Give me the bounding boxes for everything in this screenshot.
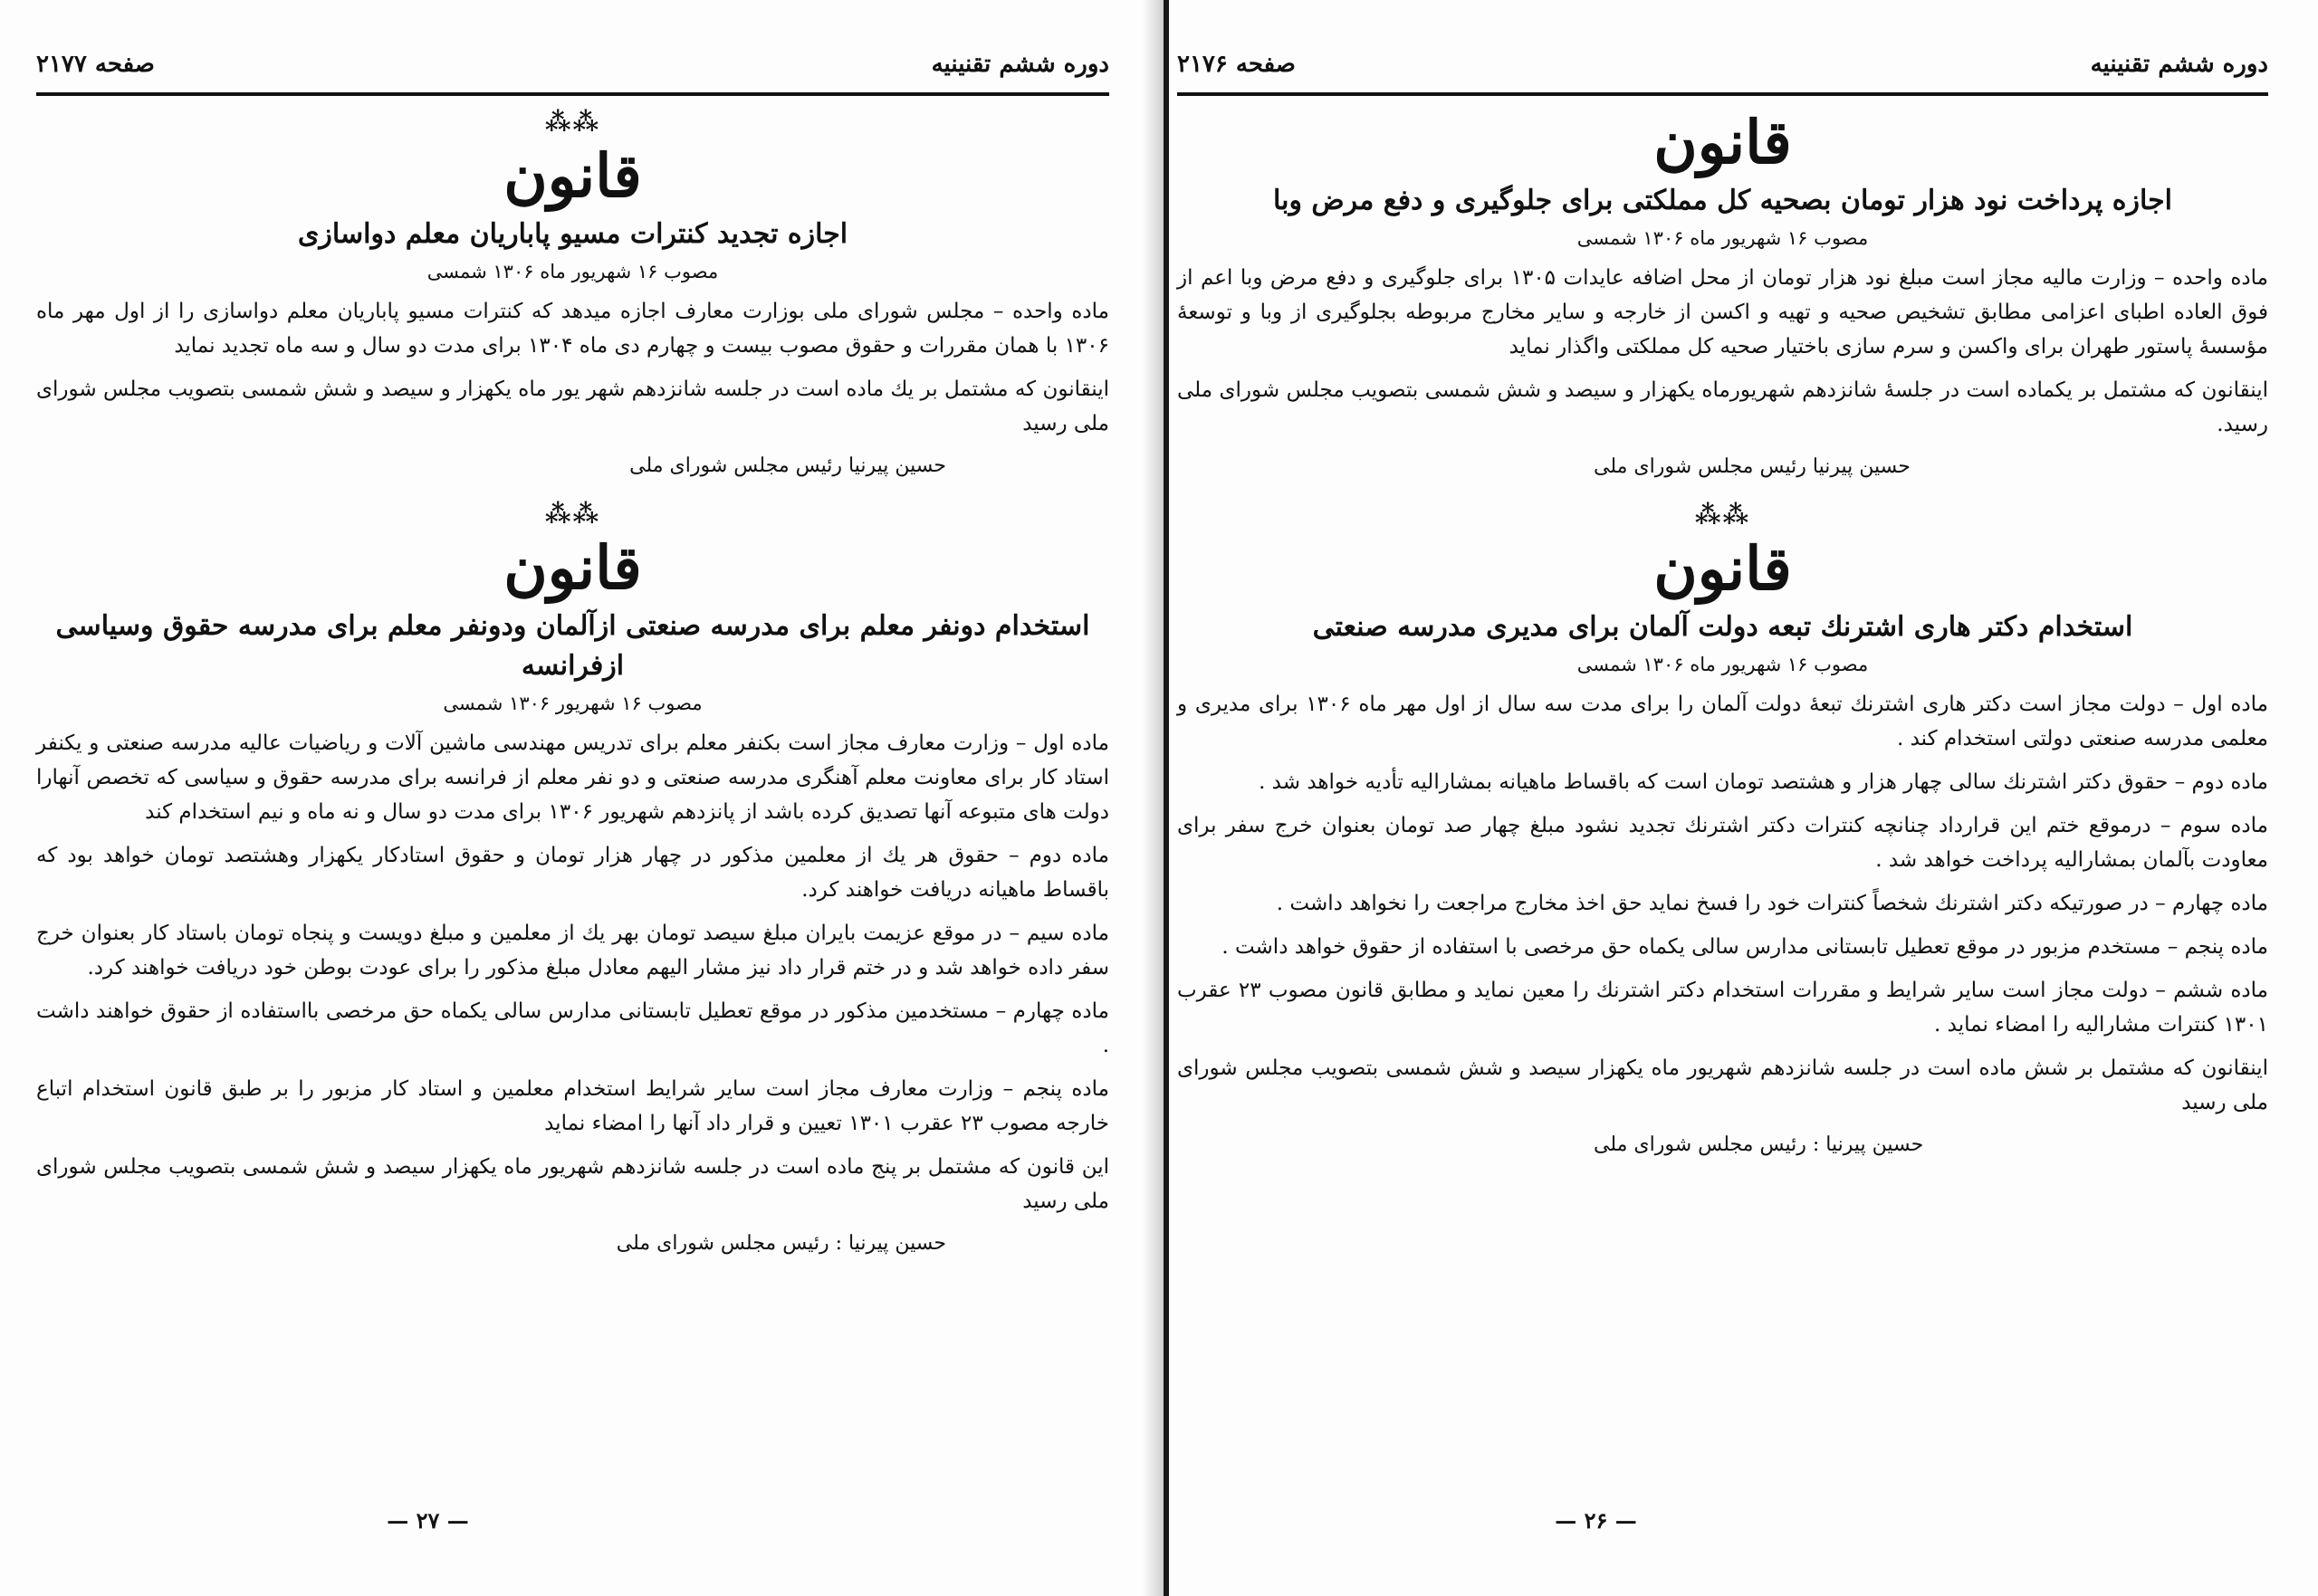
approval-date: مصوب ۱۶ شهریور ماه ۱۳۰۶ شمسی xyxy=(1576,227,1869,249)
left-page xyxy=(36,0,1109,1596)
law-title: اجازه تجدید کنترات مسیو پاباریان معلم دواسازی xyxy=(297,218,848,250)
law-heading: قانون xyxy=(1653,107,1792,177)
law-block xyxy=(1177,107,2268,483)
law-title: اجازه پرداخت نود هزار تومان بصحیه کل مملکتی برای جلوگیری و دفع مرض وبا xyxy=(1272,185,2173,216)
article-paragraph: ماده چهارم – در صورتیکه دکتر اشترنك شخصاً کنترات خود را فسخ نماید حق اخذ مخارج مراجعت را نخواهد داشت . xyxy=(1276,892,2268,915)
running-head xyxy=(36,47,1109,83)
law-heading: قانون xyxy=(1653,533,1792,604)
page-footer-number: — ۲۷ — xyxy=(387,1507,469,1534)
article-paragraph: ماده ششم – دولت مجاز است سایر شرایط و مقررات استخدام دکتر اشترنك را معین نماید و مطابق قانون مصوب ۲۳ عقرب ۱۳۰۱ کنترات مشارالیه را امضاء نماید . xyxy=(1177,979,2268,1037)
article-paragraph: ماده اول – دولت مجاز است دکتر هاری اشترنك تبعهٔ دولت آلمان را برای مدت سه سال از اول مهر ماه ۱۳۰۶ برای مدیری و معلمی مدرسه صنعتی دولتی استخدام کند . xyxy=(1177,693,2269,750)
right-page xyxy=(1177,0,2268,1596)
article-paragraph: اینقانون که مشتمل بر یك ماده است در جلسه شانزدهم شهر یور ماه یکهزار و سیصد و شش شمسی بتصویب مجلس شورای ملی رسید xyxy=(36,377,1109,435)
article-paragraph: ماده اول – وزارت معارف مجاز است بکنفر معلم برای تدریس مهندسی ماشین آلات و ریاضیات عالیه مدرسه صنعتی و یکنفر استاد کار برای معاونت معلم آهنگری مدرسه صنعتی و دو نفر معلم از فرانسه برای مدرسه حقوق و سیاسی که تخصص آنهارا دولت های متبوعه آنها تصدیق کرده باشد از پانزدهم شهریور ۱۳۰۶ برای مدت دو سال و نه ماه و نیم استخدام کند xyxy=(36,731,1109,824)
article-paragraph: ماده سیم – در موقع عزیمت بایران مبلغ سیصد تومان بهر یك از معلمین و مبلغ دویست و پنجاه تومان باستاد کار بعنوان خرج سفر داده خواهد شد و در ختم قرار داد نیز مشار الیهم معادل مبلغ مذکور را برای عودت بوطن خود دریافت خواهند کرد. xyxy=(36,922,1109,980)
law-block xyxy=(36,107,1109,483)
page-body xyxy=(1177,107,2268,1178)
article-paragraph: ماده واحده – وزارت مالیه مجاز است مبلغ نود هزار تومان از محل اضافه عایدات ۱۳۰۵ برای جلوگیری و دفع مرض وبا اعم از فوق العاده اطبای اعزامی مطابق تشخیص صحیه و تهیه و اکسن از خارجه و سایر مخارج مربوطه بجلوگیری از وبا و توسعهٔ مؤسسهٔ پاستور طهران برای واکسن و سرم سازی باختیار صحیه کل مملکتی واگذار نماید xyxy=(1177,266,2268,358)
law-block xyxy=(36,499,1109,1260)
gutter-shadow xyxy=(1143,0,1164,1596)
ornament-stars: ⁂⁂ xyxy=(544,499,601,529)
page-footer-number: — ۲۶ — xyxy=(1555,1507,1637,1534)
article-paragraph: ماده پنجم – وزارت معارف مجاز است سایر شرایط استخدام معلمین و استاد کار مزبور را بر طبق قانون استخدام اتباع خارجه مصوب ۲۳ عقرب ۱۳۰۱ تعیین و قرار داد آنها را امضاء نماید xyxy=(36,1077,1109,1135)
article-paragraph: اینقانون که مشتمل بر شش ماده است در جلسه شانزدهم شهریور ماه یکهزار سیصد و شش شمسی بتصویب مجلس شورای ملی رسید xyxy=(1177,1056,2268,1114)
signature-line: حسین پیرنیا : رئیس مجلس شورای ملی xyxy=(1594,1133,1924,1156)
book-gutter xyxy=(1164,0,1169,1596)
law-title: استخدام دونفر معلم برای مدرسه صنعتی ازآلمان ودونفر معلم برای مدرسه حقوق وسیاسی ازفرانسه xyxy=(55,610,1090,682)
page-number-label: صفحه ۲۱۷۷ xyxy=(36,51,155,78)
article-paragraph: ماده دوم – حقوق هر یك از معلمین مذکور در چهار هزار تومان و حقوق استادکار یکهزار وهشتصد تومان خواهد بود که باقساط ماهیانه دریافت خواهند کرد. xyxy=(36,844,1109,902)
signature-line: حسین پیرنیا رئیس مجلس شورای ملی xyxy=(629,454,946,477)
article-paragraph: ماده دوم – حقوق دکتر اشترنك سالی چهار هزار و هشتصد تومان است که باقساط ماهیانه بمشارالیه تأدیه خواهد شد . xyxy=(1259,770,2268,794)
ornament-stars: ⁂⁂ xyxy=(544,107,601,137)
series-title: دوره ششم تقنینیه xyxy=(931,51,1109,78)
law-heading: قانون xyxy=(503,532,642,603)
article-paragraph: ماده پنجم – مستخدم مزبور در موقع تعطیل تابستانی مدارس سالی یکماه حق مرخصی با استفاده از حقوق خواهد داشت . xyxy=(1221,935,2268,959)
law-block xyxy=(1177,500,2268,1161)
approval-date: مصوب ۱۶ شهریور ۱۳۰۶ شمسی xyxy=(443,693,703,714)
article-paragraph: این قانون که مشتمل بر پنج ماده است در جلسه شانزدهم شهریور ماه یکهزار سیصد و شش شمسی بتصویب مجلس شورای ملی رسید xyxy=(36,1155,1109,1213)
approval-date: مصوب ۱۶ شهریور ماه ۱۳۰۶ شمسی xyxy=(1576,654,1869,675)
approval-date: مصوب ۱۶ شهریور ماه ۱۳۰۶ شمسی xyxy=(426,261,719,282)
law-heading: قانون xyxy=(503,140,642,211)
header-rule xyxy=(1177,92,2268,96)
article-paragraph: ماده سوم – درموقع ختم این قرارداد چنانچه کنترات دکتر اشترنك تجدید نشود مبلغ چهار صد تومان بعنوان خرج سفر برای معاودت بآلمان بمشارالیه پرداخت خواهد شد . xyxy=(1177,814,2268,872)
series-title: دوره ششم تقنینیه xyxy=(2090,51,2268,78)
signature-line: حسین پیرنیا رئیس مجلس شورای ملی xyxy=(1594,455,1911,478)
header-rule xyxy=(36,92,1109,96)
ornament-stars: ⁂⁂ xyxy=(1694,500,1751,530)
page-body xyxy=(36,107,1109,1276)
article-paragraph: اینقانون که مشتمل بر یکماده است در جلسهٔ شانزدهم شهریورماه یکهزار و سیصد و شش شمسی بتصویب مجلس شورای ملی رسید. xyxy=(1177,378,2268,436)
law-title: استخدام دکتر هاری اشترنك تبعه دولت آلمان برای مدیری مدرسه صنعتی xyxy=(1312,611,2133,643)
page-number-label: صفحه ۲۱۷۶ xyxy=(1177,51,1296,78)
running-head xyxy=(1177,47,2268,83)
article-paragraph: ماده چهارم – مستخدمین مذکور در موقع تعطیل تابستانی مدارس سالی یکماه حق مرخصی بااستفاده از حقوق خواهند داشت . xyxy=(36,999,1109,1057)
signature-line: حسین پیرنیا : رئیس مجلس شورای ملی xyxy=(616,1232,946,1255)
article-paragraph: ماده واحده – مجلس شورای ملی بوزارت معارف اجازه میدهد که کنترات مسیو پاباریان معلم دواسازی را از اول مهر ماه ۱۳۰۶ با همان مقررات و حقوق مصوب بیست و چهارم دی ماه ۱۳۰۴ برای مدت دو سال و سه ماه تجدید نماید xyxy=(36,300,1109,358)
